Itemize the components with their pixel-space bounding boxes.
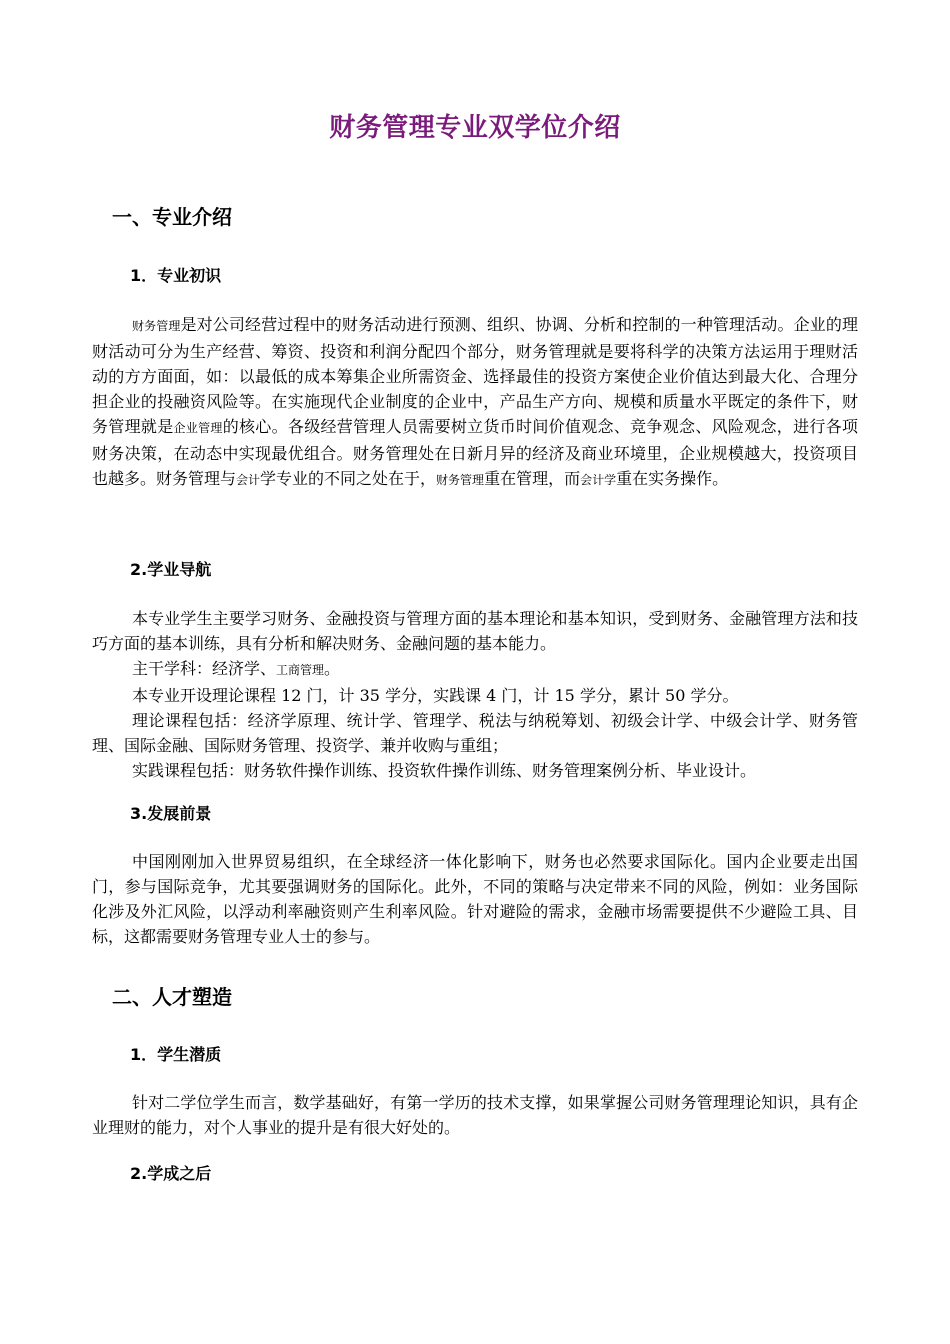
small-term: 企业管理	[173, 421, 223, 435]
guide-core-prefix: 主干学科：经济学、	[132, 659, 277, 678]
small-term: 财务管理	[132, 319, 181, 333]
guide-practice-courses: 实践课程包括：财务软件操作训练、投资软件操作训练、财务管理案例分析、毕业设计。	[132, 761, 757, 780]
section-heading-intro: 一、专业介绍	[112, 205, 232, 229]
guide-credits: 本专业开设理论课程 12 门，计 35 学分，实践课 4 门，计 15 学分，累计 50 学分。	[132, 686, 739, 705]
paragraph-prospects	[92, 849, 858, 949]
paragraph-basics	[92, 312, 858, 493]
guide-intro: 本专业学生主要学习财务、金融投资与管理方面的基本理论和基本知识，受到财务、金融管理方法和技巧方面的基本训练，具有分析和解决财务、金融问题的基本能力。	[92, 609, 858, 653]
potential-text: 针对二学位学生而言，数学基础好，有第一学历的技术支撑，如果掌握公司财务管理理论知识，具有企业理财的能力，对个人事业的提升是有很大好处的。	[92, 1093, 858, 1137]
paragraph-segment: 重在实务操作。	[616, 469, 729, 488]
paragraph-guide	[92, 606, 858, 783]
prospects-text: 中国刚刚加入世界贸易组织，在全球经济一体化影响下，财务也必然要求国际化。国内企业要走出国门，参与国际竞争，尤其要强调财务的国际化。此外，不同的策略与决定带来不同的风险，例如：业务国际化涉及外汇风险，以浮动利率融资则产生利率风险。针对避险的需求，金融市场需要提供不少避险工具、目标，这都需要财务管理专业人士的参与。	[92, 852, 858, 946]
subsection-heading-prospects: 3.发展前景	[130, 804, 212, 823]
paragraph-potential	[92, 1090, 858, 1140]
guide-theory-courses: 理论课程包括：经济学原理、统计学、管理学、税法与纳税筹划、初级会计学、中级会计学、财务管理、国际金融、国际财务管理、投资学、兼并收购与重组；	[92, 711, 858, 755]
paragraph-segment: 学专业的不同之处在于，	[260, 469, 437, 488]
subsection-heading-after-graduation: 2.学成之后	[130, 1164, 212, 1183]
subsection-heading-guide: 2.学业导航	[130, 560, 212, 579]
small-term: 财务管理	[436, 473, 485, 487]
section-heading-talent: 二、人才塑造	[112, 985, 232, 1009]
guide-core-suffix: 。	[324, 659, 341, 678]
document-title: 财务管理专业双学位介绍	[329, 113, 621, 143]
subsection-heading-basics: 1．专业初识	[130, 266, 222, 285]
paragraph-segment: 是对公司经营过程中的财务活动进行预测、组织、协调、分析和控制的一种管理活动。企业的理财活动可分为生产经营、筹资、投资和利润分配四个部分，财务管理就是要将科学的决策方法运用于理财活动的方方面面，如：以最低的成本筹集企业所需资金、选择最佳的投资方案使企业价值达到最大化、合理分担企业的投融资风险等。在实施现代企业制度的企业中，产品生产方向、规模和质量水平既定的条件下，财务管理就是	[92, 315, 858, 436]
small-term: 会计	[236, 473, 261, 487]
subsection-heading-potential: 1．学生潜质	[130, 1045, 222, 1064]
paragraph-basics-text	[92, 312, 858, 493]
guide-core-small: 工商管理	[276, 663, 325, 677]
paragraph-segment: 的核心。各级经营管理人员需要树立货币时间价值观念、竞争观念、风险观念，进行各项财务决策，在动态中实现最优组合。财务管理处在日新月异的经济及商业环境里，企业规模越大，投资项目也越多。财务管理与	[92, 417, 858, 488]
small-term: 会计学	[580, 473, 617, 487]
paragraph-segment: 重在管理，而	[484, 469, 581, 488]
guide-core-subjects	[92, 656, 858, 683]
